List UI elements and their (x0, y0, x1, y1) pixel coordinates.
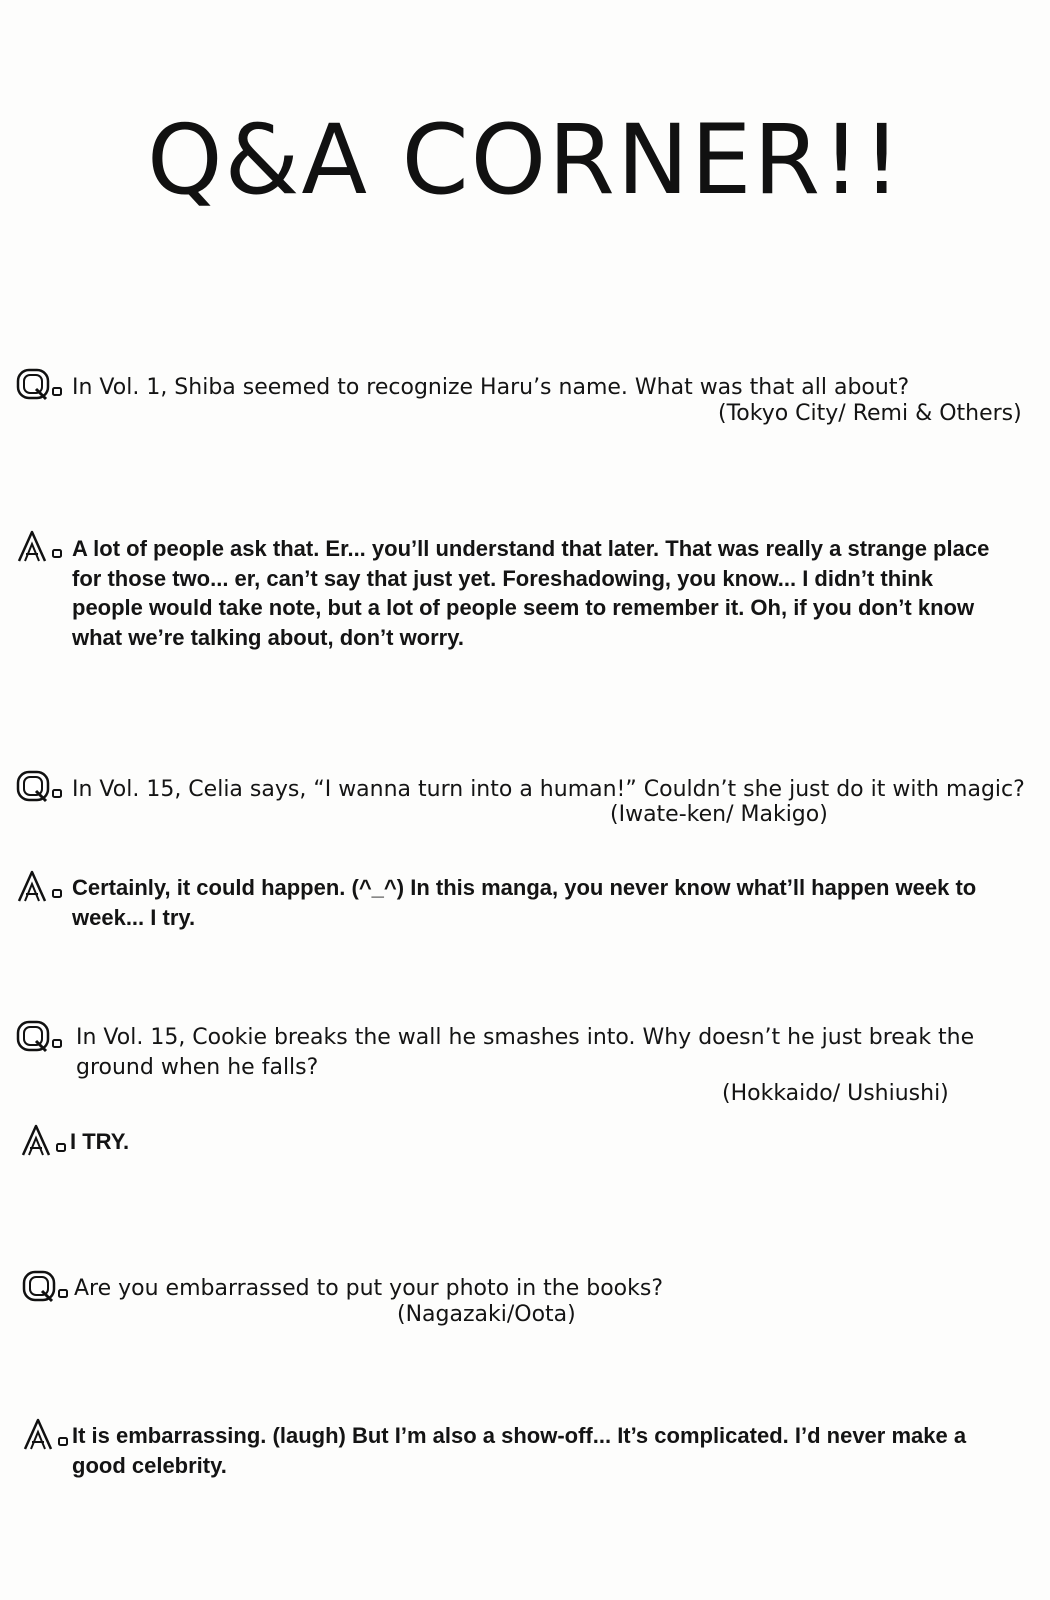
question-source: (Tokyo City/ Remi & Others) (718, 401, 1022, 426)
answer-text: I TRY. (70, 1129, 130, 1154)
a-icon (16, 530, 68, 564)
answer-text: It is embarrassing. (laugh) But I’m also a show-off... It’s complicated. I’d never make a good celebrity. (72, 1423, 967, 1478)
q-icon (16, 368, 68, 402)
answer-text: A lot of people ask that. Er... you’ll understand that later. That was really a strange place for those two... er, can’t say that just yet. Foreshadowing, you know... I didn’t think people would take note, but a lot of people seem to remember it. Oh, if you don’t know what we’re talking about, don’t worry. (72, 536, 990, 650)
answer-text: Certainly, it could happen. (^_^) In this manga, you never know what’ll happen week to week... I try. (72, 875, 977, 930)
question-text: In Vol. 15, Cookie breaks the wall he smashes into. Why doesn’t he just break the ground when he falls? (76, 1025, 975, 1080)
q-icon (16, 770, 68, 804)
question-text: Are you embarrassed to put your photo in the books? (74, 1276, 663, 1301)
question-source: (Nagazaki/Oota) (397, 1302, 576, 1327)
a-icon (16, 870, 68, 904)
a-icon (20, 1124, 72, 1158)
question-text: In Vol. 15, Celia says, “I wanna turn into a human!” Couldn’t she just do it with magic? (72, 777, 1025, 802)
page-title: Q&A CORNER!! (146, 104, 904, 216)
q-icon (16, 1020, 68, 1054)
question-source: (Iwate-ken/ Makigo) (610, 802, 828, 827)
a-icon (22, 1418, 74, 1452)
question-source: (Hokkaido/ Ushiushi) (722, 1081, 949, 1106)
question-text: In Vol. 1, Shiba seemed to recognize Haru’s name. What was that all about? (72, 375, 910, 400)
q-icon (22, 1270, 74, 1304)
